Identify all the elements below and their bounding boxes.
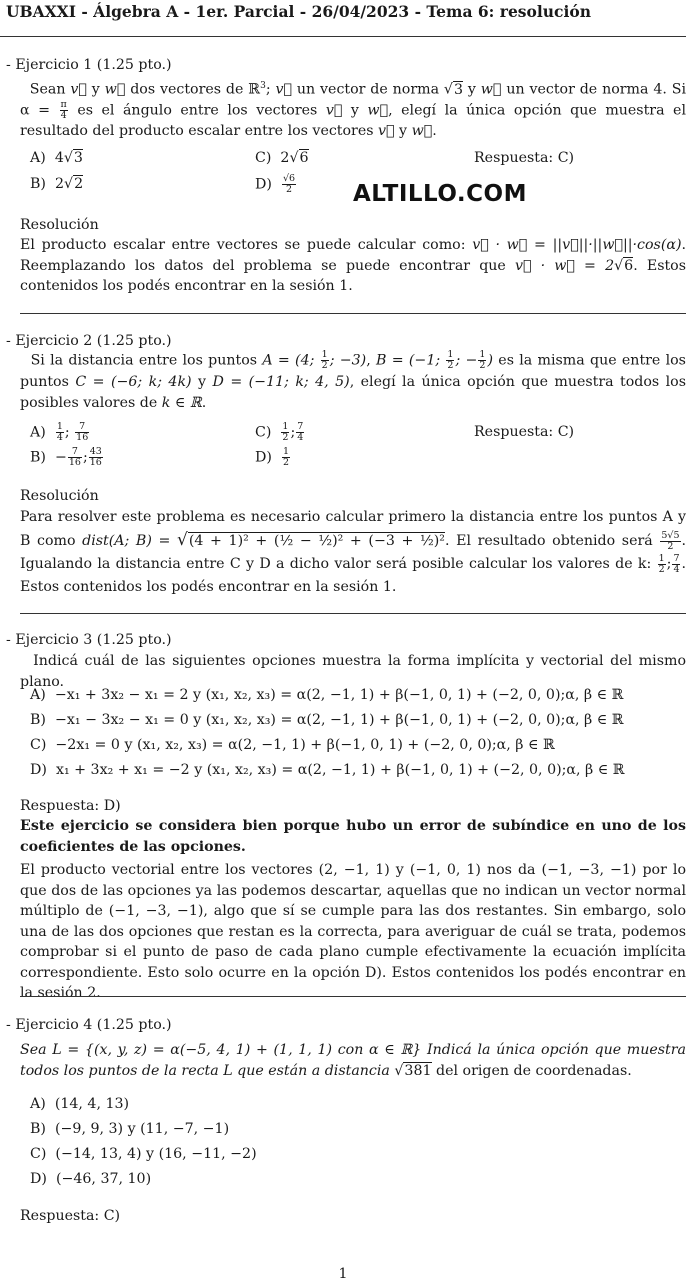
ex3-option-c: C) −2x₁ = 0 y (x₁, x₂, x₃) = α(2, −1, 1) + β(−1, 0, 1) + (−2, 0, 0);α, β ∈ ℝ: [30, 737, 555, 753]
exercise-4-title: - Ejercicio 4 (1.25 pto.): [6, 1017, 172, 1033]
document-title: UBAXXI - Álgebra A - 1er. Parcial - 26/04/2023 - Tema 6: resolución: [6, 2, 591, 21]
exercise-4-question: Sea L = {(x, y, z) = α(−5, 4, 1) + (1, 1, 1) con α ∈ ℝ} Indicá la única opción que muestra todos los puntos de la recta L que están a distancia √381 del origen de coordenadas.: [20, 1042, 686, 1079]
exercise-3-title: - Ejercicio 3 (1.25 pto.): [6, 632, 172, 648]
exercise-1-title: - Ejercicio 1 (1.25 pto.): [6, 57, 172, 73]
ex1-option-d: D) $\frac{√6}{2}$: [255, 173, 296, 195]
ex1-option-c: C) 2√6: [255, 150, 309, 166]
ex4-option-b: B) (−9, 9, 3) y (11, −7, −1): [30, 1121, 230, 1137]
ex3-option-a: A) −x₁ + 3x₂ − x₁ = 2 y (x₁, x₂, x₃) = α(2, −1, 1) + β(−1, 0, 1) + (−2, 0, 0);α, β ∈ ℝ: [30, 687, 624, 703]
ex4-answer: Respuesta: C): [20, 1208, 121, 1224]
divider: [20, 613, 686, 614]
divider: [0, 36, 686, 37]
exercise-2-title: - Ejercicio 2 (1.25 pto.): [6, 333, 172, 349]
exercise-2-statement: Si la distancia entre los puntos A = (4; $\frac{1}{2}$ ; −3), B = (−1; $\frac{1}{2}$ ; − $\frac{1}{2}$ ) es la misma que entre los puntos C = (−6; k; 4k) y D = (−11; k; 4, 5), elegí la única opción que muestra todos los posibles valores de k ∈ ℝ.: [20, 349, 687, 411]
ex2-resolution-text: Para resolver este problema es necesario calcular primero la distancia entre los puntos A y B como dist(A; B) = √(4 + 1)² + (½ − ½)² + (−3 + ½)². El resultado obtenido será $\frac{5√5}{2}$ . Igualando la distancia entre C y D a dicho valor será posible calcular los valores de k: $\frac{1}{2}$ ; $\frac{7}{4}$ . Estos contenidos los podés encontrar en la sesión 1.: [20, 509, 687, 595]
ex1-option-a: A) 4√3: [30, 150, 83, 166]
ex3-note: Este ejercicio se considera bien porque hubo un error de subíndice en uno de los coeficientes de las opciones.: [20, 818, 686, 855]
ex2-option-b: B) − $\frac{7}{16}$ ; $\frac{43}{16}$: [30, 446, 102, 468]
ex3-option-b: B) −x₁ − 3x₂ − x₁ = 0 y (x₁, x₂, x₃) = α(2, −1, 1) + β(−1, 0, 1) + (−2, 0, 0);α, β ∈ ℝ: [30, 712, 624, 728]
exercise-1-statement: Sean v⃗ y w⃗ dos vectores de ℝ$^3$; v⃗ un vector de norma √3 y w⃗ un vector de norma 4. Si α = $\frac{\pi}{4}$ es el ángulo entre los vectores v⃗ y w⃗, elegí la única opción que muestra el resultado del producto escalar entre los vectores v⃗ y w⃗.: [20, 81, 686, 140]
ex2-resolution-title: Resolución: [20, 488, 99, 504]
ex4-option-c: C) (−14, 13, 4) y (16, −11, −2): [30, 1146, 257, 1162]
ex2-answer: Respuesta: C): [474, 424, 575, 440]
ex3-explanation: El producto vectorial entre los vectores (2, −1, 1) y (−1, 0, 1) nos da (−1, −3, −1) por lo que dos de las opciones ya las podemos descartar, aquellas que no indican un vector normal múltiplo de (−1, −3, −1), algo que sí se cumple para las dos restantes. Sin embargo, solo una de las dos opciones que restan es la correcta, para averiguar de cuál se trata, podemos comprobar si el punto de paso de cada plano cumple efectivamente la ecuación implícita correspondiente. Esto solo ocurre en la opción D). Estos contenidos los podés encontrar en la sesión 2.: [20, 862, 686, 1001]
ex4-option-a: A) (14, 4, 13): [30, 1096, 130, 1112]
ex1-option-b: B) 2√2: [30, 176, 84, 192]
ex1-resolution-text: El producto escalar entre vectores se puede calcular como: v⃗ · w⃗ = ||v⃗||·||w⃗||·cos(α). Reemplazando los datos del problema se puede encontrar que v⃗ · w⃗ = 2√6. Estos contenidos los podés encontrar en la sesión 1.: [20, 237, 686, 294]
exercise-3-question: Indicá cuál de las siguientes opciones muestra la forma implícita y vectorial del mismo plano.: [20, 653, 686, 690]
ex4-option-d: D) (−46, 37, 10): [30, 1171, 152, 1187]
ex1-answer: Respuesta: C): [474, 150, 575, 166]
ex3-option-d: D) x₁ + 3x₂ + x₁ = −2 y (x₁, x₂, x₃) = α(2, −1, 1) + β(−1, 0, 1) + (−2, 0, 0);α, β ∈ ℝ: [30, 762, 625, 778]
divider: [20, 996, 686, 997]
ex2-option-d: D) $\frac{1}{2}$: [255, 446, 289, 468]
ex1-resolution-title: Resolución: [20, 217, 99, 233]
page-number: 1: [338, 1266, 348, 1282]
ex2-option-c: C) $\frac{1}{2}$ ; $\frac{7}{4}$: [255, 421, 304, 443]
ex3-answer: Respuesta: D): [20, 798, 121, 814]
ex2-option-a: A) $\frac{1}{4}$ ; $\frac{7}{16}$: [30, 421, 89, 443]
watermark-logo: ALTILLO.COM: [353, 181, 527, 207]
divider: [20, 313, 686, 314]
